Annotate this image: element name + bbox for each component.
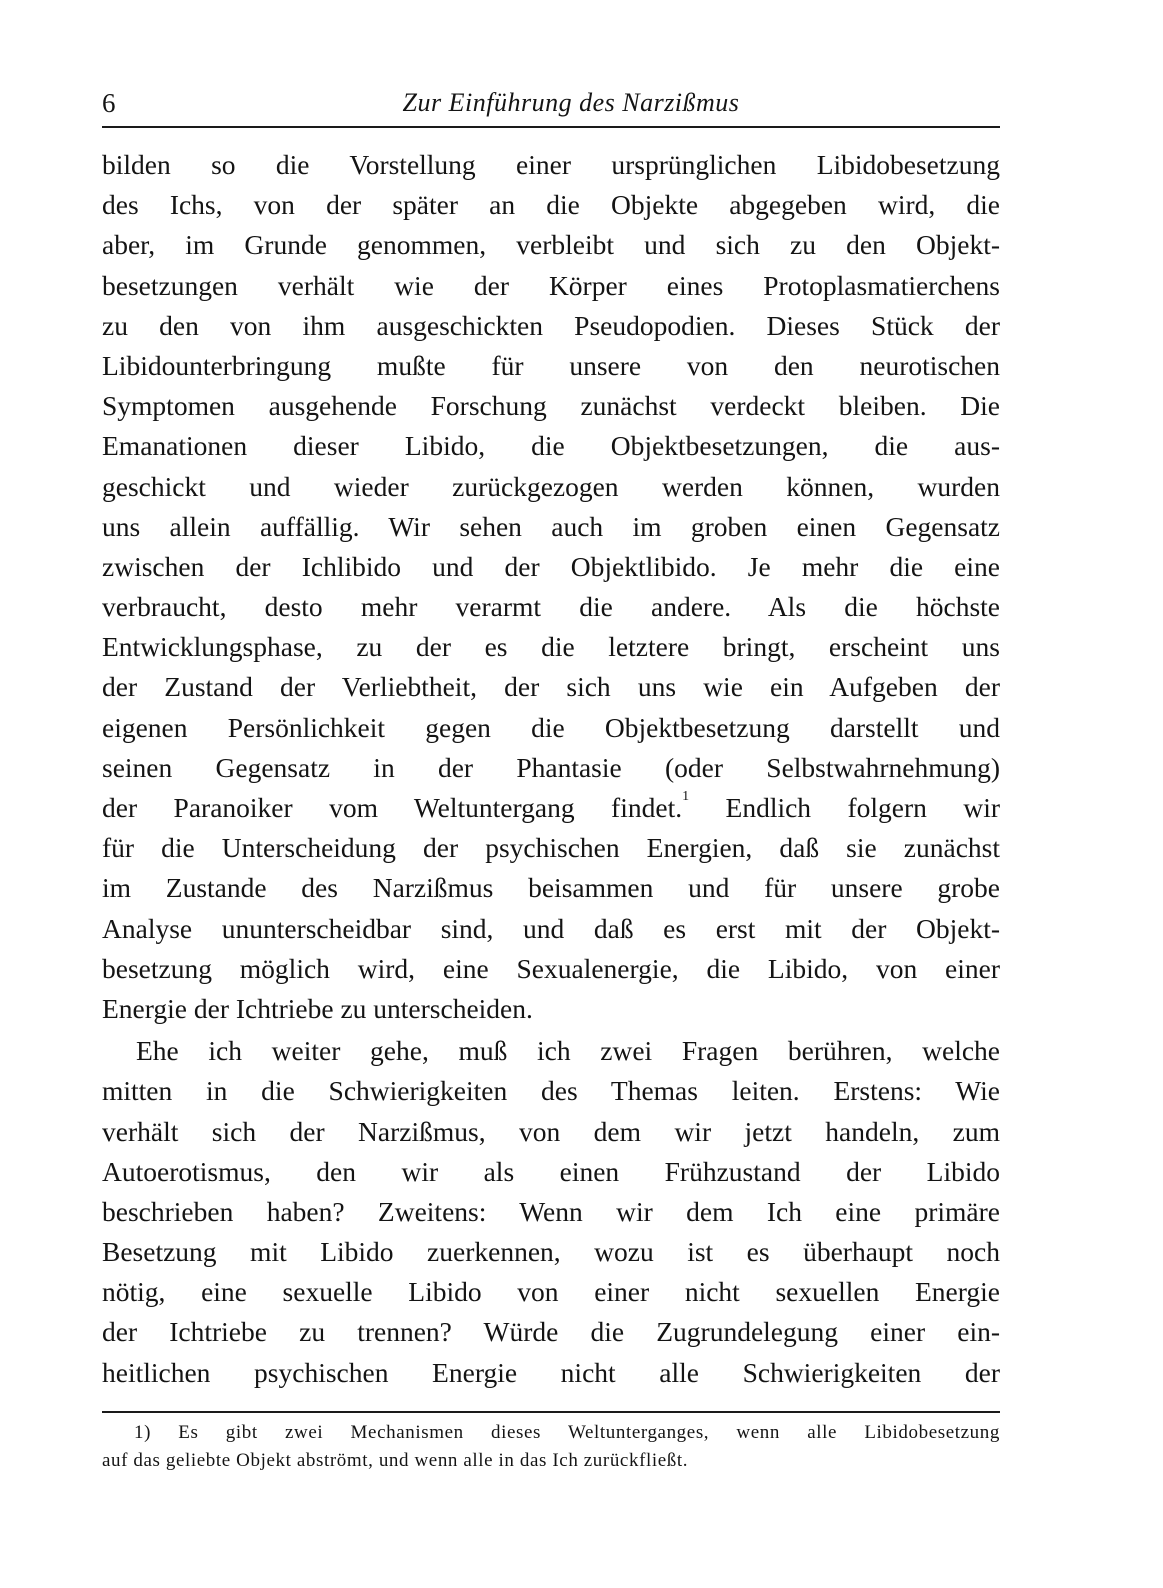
text-line: Autoerotismus, den wir als einen Frühzustand der Libido <box>102 1155 1000 1187</box>
text-line: besetzung möglich wird, eine Sexualenergie, die Libido, von einer <box>102 952 1000 984</box>
text-line: für die Unterscheidung der psychischen Energien, daß sie zunächst <box>102 832 1000 864</box>
text-fragment: der Paranoiker vom Weltuntergang findet. <box>102 792 683 823</box>
text-line: nötig, eine sexuelle Libido von einer nicht sexuellen Energie <box>102 1276 1000 1308</box>
text-line: im Zustande des Narzißmus beisammen und für unsere grobe <box>102 872 1000 904</box>
text-line: heitlichen psychischen Energie nicht alle Schwierigkeiten der <box>102 1356 1000 1388</box>
text-line: Symptomen ausgehende Forschung zunächst verdeckt bleiben. Die <box>102 390 1000 422</box>
paragraph-1 <box>102 145 1000 1029</box>
text-line: besetzungen verhält wie der Körper eines Protoplasmatierchens <box>102 269 1000 301</box>
text-line: aber, im Grunde genommen, verbleibt und sich zu den Objekt- <box>102 229 1000 261</box>
text-line: Analyse ununterscheidbar sind, und daß es erst mit der Objekt- <box>102 912 1000 944</box>
text-line: bilden so die Vorstellung einer ursprünglichen Libidobesetzung <box>102 149 1000 180</box>
text-line: Libidounterbringung mußte für unsere von den neurotischen <box>102 349 1000 381</box>
text-line: zu den von ihm ausgeschickten Pseudopodien. Dieses Stück der <box>102 309 1000 341</box>
footnote-line: 1) Es gibt zwei Mechanismen dieses Weltunterganges, wenn alle Libidobesetzung <box>134 1422 1000 1443</box>
text-line-with-note <box>102 788 1000 828</box>
book-page <box>102 86 1000 1471</box>
page-number: 6 <box>102 88 116 118</box>
text-fragment: Endlich folgern wir <box>689 792 1000 823</box>
header-rule <box>102 126 1000 128</box>
text-line: zwischen der Ichlibido und der Objektlibido. Je mehr die eine <box>102 550 1000 582</box>
text-line: Emanationen dieser Libido, die Objektbesetzungen, die aus- <box>102 430 1000 462</box>
text-line: verbraucht, desto mehr verarmt die andere. Als die höchste <box>102 591 1000 623</box>
text-line: geschickt und wieder zurückgezogen werden können, wurden <box>102 470 1000 502</box>
footnote-reference[interactable]: 1 <box>682 789 690 804</box>
text-line: beschrieben haben? Zweitens: Wenn wir dem Ich eine primäre <box>102 1195 1000 1227</box>
text-line: seinen Gegensatz in der Phantasie (oder Selbstwahrnehmung) <box>102 751 1000 783</box>
text-line: Ehe ich weiter gehe, muß ich zwei Fragen berühren, welche <box>136 1035 1000 1067</box>
paragraph-2 <box>102 1031 1000 1393</box>
footnote-rule <box>102 1411 1000 1413</box>
text-line: mitten in die Schwierigkeiten des Themas leiten. Erstens: Wie <box>102 1075 1000 1107</box>
text-line: eigenen Persönlichkeit gegen die Objektbesetzung darstellt und <box>102 711 1000 743</box>
text-line: der Zustand der Verliebtheit, der sich uns wie ein Aufgeben der <box>102 671 1000 703</box>
text-line: des Ichs, von der später an die Objekte abgegeben wird, die <box>102 189 1000 221</box>
footnote-area <box>102 1419 1000 1475</box>
text-line: der Ichtriebe zu trennen? Würde die Zugrundelegung einer ein- <box>102 1316 1000 1348</box>
page-header <box>102 86 1000 120</box>
text-line: Entwicklungsphase, zu der es die letztere bringt, erscheint uns <box>102 631 1000 663</box>
body-text <box>102 145 1000 1393</box>
footnote-line: auf das geliebte Objekt abströmt, und wenn alle in das Ich zurückfließt. <box>102 1450 689 1471</box>
text-line: uns allein auffällig. Wir sehen auch im groben einen Gegensatz <box>102 510 1000 542</box>
text-line: Besetzung mit Libido zuerkennen, wozu ist es überhaupt noch <box>102 1236 1000 1268</box>
text-line: Energie der Ichtriebe zu unterscheiden. <box>102 992 533 1024</box>
running-title: Zur Einführung des Narzißmus <box>402 88 740 117</box>
text-line: verhält sich der Narzißmus, von dem wir jetzt handeln, zum <box>102 1115 1000 1147</box>
